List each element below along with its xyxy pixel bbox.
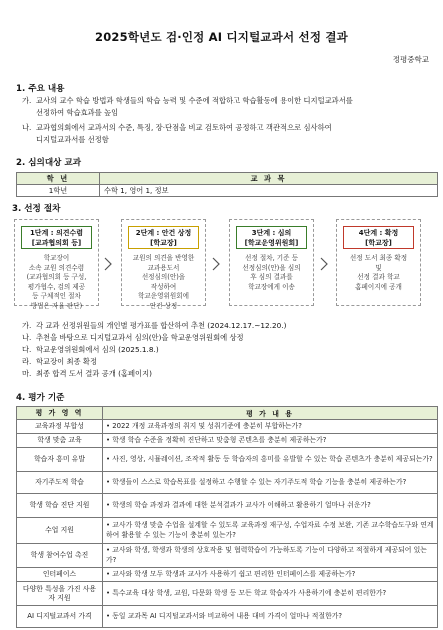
subject-table	[16, 172, 438, 197]
step-line: 학교장이	[43, 254, 70, 262]
note-text: 추천을 바탕으로 디지털교과서 심의(안)을 학교운영위원회에 상정	[36, 333, 244, 342]
table-row	[17, 185, 438, 197]
chevron-right-icon	[103, 257, 113, 271]
table-row	[17, 606, 438, 628]
step-1-owner: [교과협의회 등]	[31, 239, 82, 247]
table-row	[17, 568, 438, 582]
item-line: 선정하여 학습효과를 높임	[36, 108, 119, 117]
table-row	[17, 472, 438, 494]
item-marker: 다.	[22, 345, 32, 354]
section-1-heading: 1. 주요 내용	[16, 84, 65, 94]
criteria-content: • 학생 학습 수준을 정확히 진단하고 맞춤형 콘텐츠를 충분히 제공하는가?	[103, 434, 438, 448]
step-line: 소속 교원 의견수렴	[28, 263, 85, 272]
chevron-right-icon	[319, 257, 329, 271]
section-2-heading: 2. 심의대상 교과	[16, 158, 82, 168]
table-row	[17, 582, 438, 606]
criteria-area: 학습자 흥미 유발	[17, 448, 103, 472]
step-4-title: 4단계 : 확정	[358, 229, 399, 237]
step-line: 후 심의 결과를	[250, 273, 293, 281]
step-line: 선정 절차, 기준 등	[245, 254, 298, 262]
section-1-item-ga	[22, 95, 438, 119]
criteria-content: • 사진, 영상, 시뮬레이션, 조작적 활동 등 학습자의 흥미를 유발할 수 있는 학습 콘텐츠가 충분히 제공되는가?	[103, 448, 438, 472]
step-line: 선정 도서 최종 확정	[349, 254, 408, 262]
step-line: 및	[375, 263, 382, 272]
step-2-header	[128, 226, 199, 249]
criteria-content: • 특수교육 대상 학생, 교원, 다문화 학생 등 모든 학교 학습자가 사용하기에 충분히 편리한가?	[103, 582, 438, 606]
step-4-header	[343, 226, 414, 249]
step-line: 선정심의(안)을 심의	[242, 263, 301, 272]
step-line: 선정심의(안)을	[141, 273, 186, 281]
note-text: 학교운영위원회에서 심의 (2025.1.8.)	[36, 345, 159, 354]
criteria-content: • 2022 개정 교육과정의 취지 및 성취기준에 충분히 부합하는가?	[103, 420, 438, 434]
note-text: 각 교과 선정위원들의 개인별 평가표를 합산하여 추천 (2024.12.17.~12.20.)	[36, 321, 287, 330]
step-line: 방법은 자율 판단)	[30, 301, 83, 310]
step-4-body	[339, 254, 418, 292]
header-subject: 교 과 목	[100, 173, 438, 185]
table-row	[17, 448, 438, 472]
criteria-area: 학생 참여수업 촉진	[17, 544, 103, 568]
step-line: 작성하여	[150, 282, 177, 291]
step-2-owner: [학교장]	[150, 239, 177, 247]
step-1-header	[21, 226, 92, 249]
procedure-notes	[22, 320, 438, 380]
step-3-owner: [학교운영위원회]	[244, 239, 299, 247]
header-area: 평 가 영 역	[17, 407, 103, 420]
item-line: 교과협의회에서 교과서의 수준, 특징, 장·단점을 비교 검토하여 공정하고 객관적으로 심사하여	[36, 123, 332, 132]
table-row	[17, 518, 438, 544]
step-3-body	[232, 254, 311, 292]
item-line: 디지털교과서를 선정함	[36, 135, 109, 144]
step-1-box	[14, 219, 99, 310]
item-line: 교사의 교수 학습 방법과 학생들의 학습 능력 및 수준에 적합하고 학습활동에 용이한 디지털교과서를	[36, 96, 353, 105]
criteria-area: 인터페이스	[17, 568, 103, 582]
document-title: 2025학년도 검·인정 AI 디지털교과서 선정 결과	[95, 30, 348, 44]
step-line: 홈페이지에 공개	[355, 282, 402, 291]
step-2-box	[121, 219, 206, 310]
section-4-heading: 4. 평가 기준	[16, 393, 65, 403]
item-marker: 라.	[22, 357, 32, 366]
note-text: 학교장이 최종 확정	[36, 357, 98, 366]
criteria-area: 학생 맞춤 교육	[17, 434, 103, 448]
table-row	[17, 494, 438, 518]
step-3-box	[229, 219, 314, 306]
item-marker: 가.	[22, 321, 32, 330]
criteria-content: • 학생의 학습 과정과 결과에 대한 분석결과가 교사가 이해하고 활용하기 얼마나 쉬운가?	[103, 494, 438, 518]
step-line: 교원의 의견을 반영한	[132, 254, 195, 262]
note-item	[22, 344, 438, 356]
table-header-row	[17, 173, 438, 185]
table-row	[17, 420, 438, 434]
criteria-content: • 동일 교과목 AI 디지털교과서와 비교하여 내용 대비 가격이 얼마나 적절한가?	[103, 606, 438, 628]
criteria-content: • 교사와 학생 모두 학생과 교사가 사용하기 쉽고 편리한 인터페이스를 제공하는가?	[103, 568, 438, 582]
step-1-body	[17, 254, 96, 311]
criteria-content: • 학생들이 스스로 학습목표를 설정하고 수행할 수 있는 자기주도적 학습 기능을 충분히 제공하는가?	[103, 472, 438, 494]
step-line: 안건 상정	[149, 301, 178, 310]
school-name: 정평중학교	[392, 55, 429, 64]
step-3-title: 3단계 : 심의	[251, 229, 292, 237]
criteria-area: 학생 학습 진단 지원	[17, 494, 103, 518]
criteria-content: • 교사가 학생 맞춤 수업을 설계할 수 있도록 교육과정 재구성, 수업자료 수정 보완, 기존 교수학습도구와 연계하여 활용할 수 있는 기능이 충분히 있는가?	[103, 518, 438, 544]
item-marker: 마.	[22, 369, 32, 378]
cell-grade: 1학년	[17, 185, 100, 197]
item-marker: 나.	[22, 333, 32, 342]
note-text: 최종 합격 도서 결과 공개 (홈페이지)	[36, 369, 152, 378]
step-line: 교과용도서	[147, 263, 180, 272]
step-line: 학교운영위원회에	[138, 292, 189, 300]
criteria-area: AI 디지털교과서 가격	[17, 606, 103, 628]
table-row	[17, 434, 438, 448]
step-line: 선정 결과 학교	[357, 273, 400, 281]
section-3-heading: 3. 선정 절차	[12, 204, 61, 214]
step-4-owner: [학교장]	[365, 239, 392, 247]
criteria-table	[16, 406, 438, 628]
cell-subjects: 수학 1, 영어 1, 정보	[100, 185, 438, 197]
chevron-right-icon	[211, 257, 221, 271]
criteria-area: 교육과정 부합성	[17, 420, 103, 434]
step-line: 등 구체적인 절차	[32, 292, 81, 300]
note-item	[22, 368, 438, 380]
step-3-header	[236, 226, 307, 249]
note-item	[22, 320, 438, 332]
step-2-title: 2단계 : 안건 상정	[135, 229, 192, 237]
criteria-area: 다양한 특성을 가진 사용자 지원	[17, 582, 103, 606]
note-item	[22, 332, 438, 344]
header-content: 평 가 내 용	[103, 407, 438, 420]
step-line: 학교장에게 이송	[248, 282, 295, 291]
criteria-area: 자기주도적 학습	[17, 472, 103, 494]
step-1-title: 1단계 : 의견수렴	[29, 229, 84, 237]
item-marker: 가.	[22, 96, 32, 105]
header-grade: 학 년	[17, 173, 100, 185]
step-4-box	[336, 219, 421, 306]
step-line: 평가협수, 검의 제공	[27, 282, 86, 291]
item-marker: 나.	[22, 123, 32, 132]
note-item	[22, 356, 438, 368]
criteria-content: • 교사와 학생, 학생과 학생의 상호작용 및 협력학습이 가능하도록 기능이 다양하고 적절하게 제공되어 있는가?	[103, 544, 438, 568]
table-row	[17, 544, 438, 568]
table-header-row	[17, 407, 438, 420]
step-2-body	[124, 254, 203, 311]
section-1-item-na	[22, 122, 438, 146]
criteria-area: 수업 지원	[17, 518, 103, 544]
step-line: (교과협의회 등 구성,	[26, 273, 87, 281]
